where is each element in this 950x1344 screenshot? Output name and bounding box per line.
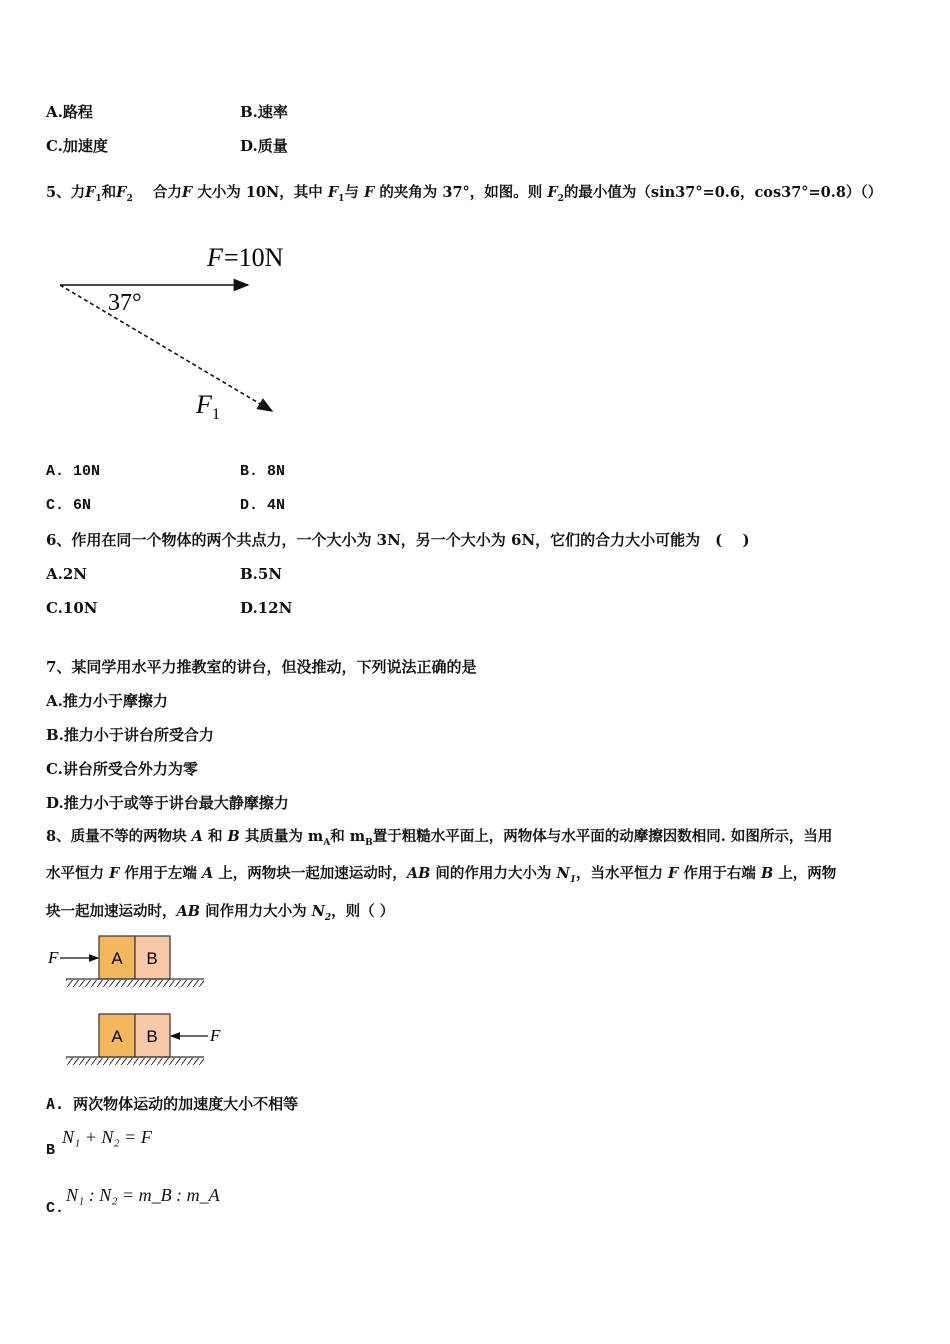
q6-option-b: B.5N: [240, 565, 283, 583]
q7-option-b: B.推力小于讲台所受合力: [46, 726, 214, 744]
force-f-label-1: F: [48, 948, 59, 967]
q8-figure-push-right: [44, 1008, 234, 1070]
angle-label: 37°: [108, 290, 142, 316]
block-a-label-1: A: [111, 949, 123, 968]
force-f-label-2: F: [210, 1026, 221, 1045]
q5-option-d: D. 4N: [240, 497, 286, 514]
q4-option-b: B.速率: [240, 103, 288, 121]
q5-option-a: A. 10N: [46, 463, 101, 480]
q4-option-a: A.路程: [46, 103, 93, 121]
force-f-value: =10N: [224, 243, 284, 272]
q4-option-d: D.质量: [240, 137, 288, 155]
q8-figure-push-left: [44, 930, 224, 992]
q6-stem: 6、作用在同一个物体的两个共点力，一个大小为 3N，另一个大小为 6N，它们的合力大小可能为 ( ): [46, 531, 750, 549]
q5-stem: 5、力$F_1$和$F_2$ 合力F 大小为 10N，其中 $F_1$与 F 的夹角为 37°，如图。则 $F_2$的最小值为（sin37°=0.6，cos37°=0.8）（）: [46, 184, 883, 204]
ground-hatch-2: [66, 1058, 204, 1065]
q5-option-b: B. 8N: [240, 463, 286, 480]
q8-stem-line2: 水平恒力 F 作用于左端 A 上，两物块一起加速运动时，AB 间的作用力大小为 $N_1$，当水平恒力 F 作用于右端 B 上，两物: [46, 865, 837, 885]
q8-option-b-label: B: [46, 1142, 56, 1159]
q8-option-a: A. 两次物体运动的加速度大小不相等: [46, 1095, 299, 1113]
block-b-label-1: B: [146, 949, 158, 968]
q6-option-d: D.12N: [240, 599, 293, 617]
q7-stem: 7、某同学用水平力推教室的讲台，但没推动，下列说法正确的是: [46, 658, 477, 676]
q4-option-c: C.加速度: [46, 137, 108, 155]
force-f1-arrow: [60, 285, 272, 411]
q7-option-d: D.推力小于或等于讲台最大静摩擦力: [46, 794, 289, 812]
force-f1-label: F: [196, 390, 212, 419]
q8-stem-line1: 8、质量不等的两物块 A 和 B 其质量为 $m_A$和 $m_B$置于粗糙水平面上，两物体与水平面的动摩擦因数相同. 如图所示，当用: [46, 828, 833, 848]
force-f1-sub: 1: [212, 406, 220, 423]
q8-option-b-formula: N₁ + N₂ = F: [62, 1127, 152, 1147]
q5-force-diagram: [50, 235, 310, 425]
force-f-label: F: [207, 243, 223, 272]
block-a-label-2: A: [111, 1027, 123, 1046]
q8-stem-line3: 块一起加速运动时，AB 间作用力大小为 $N_2$，则（ ）: [46, 903, 395, 923]
q8-option-c-label: C.: [46, 1200, 65, 1217]
q6-option-a: A.2N: [46, 565, 88, 583]
q8-option-c-formula: N₁ : N₂ = m_B : m_A: [66, 1185, 220, 1205]
block-b-label-2: B: [146, 1027, 158, 1046]
q6-option-c: C.10N: [46, 599, 98, 617]
q7-option-c: C.讲台所受合外力为零: [46, 760, 198, 778]
ground-hatch-1: [66, 980, 204, 987]
q7-option-a: A.推力小于摩擦力: [46, 692, 168, 710]
q5-option-c: C. 6N: [46, 497, 92, 514]
